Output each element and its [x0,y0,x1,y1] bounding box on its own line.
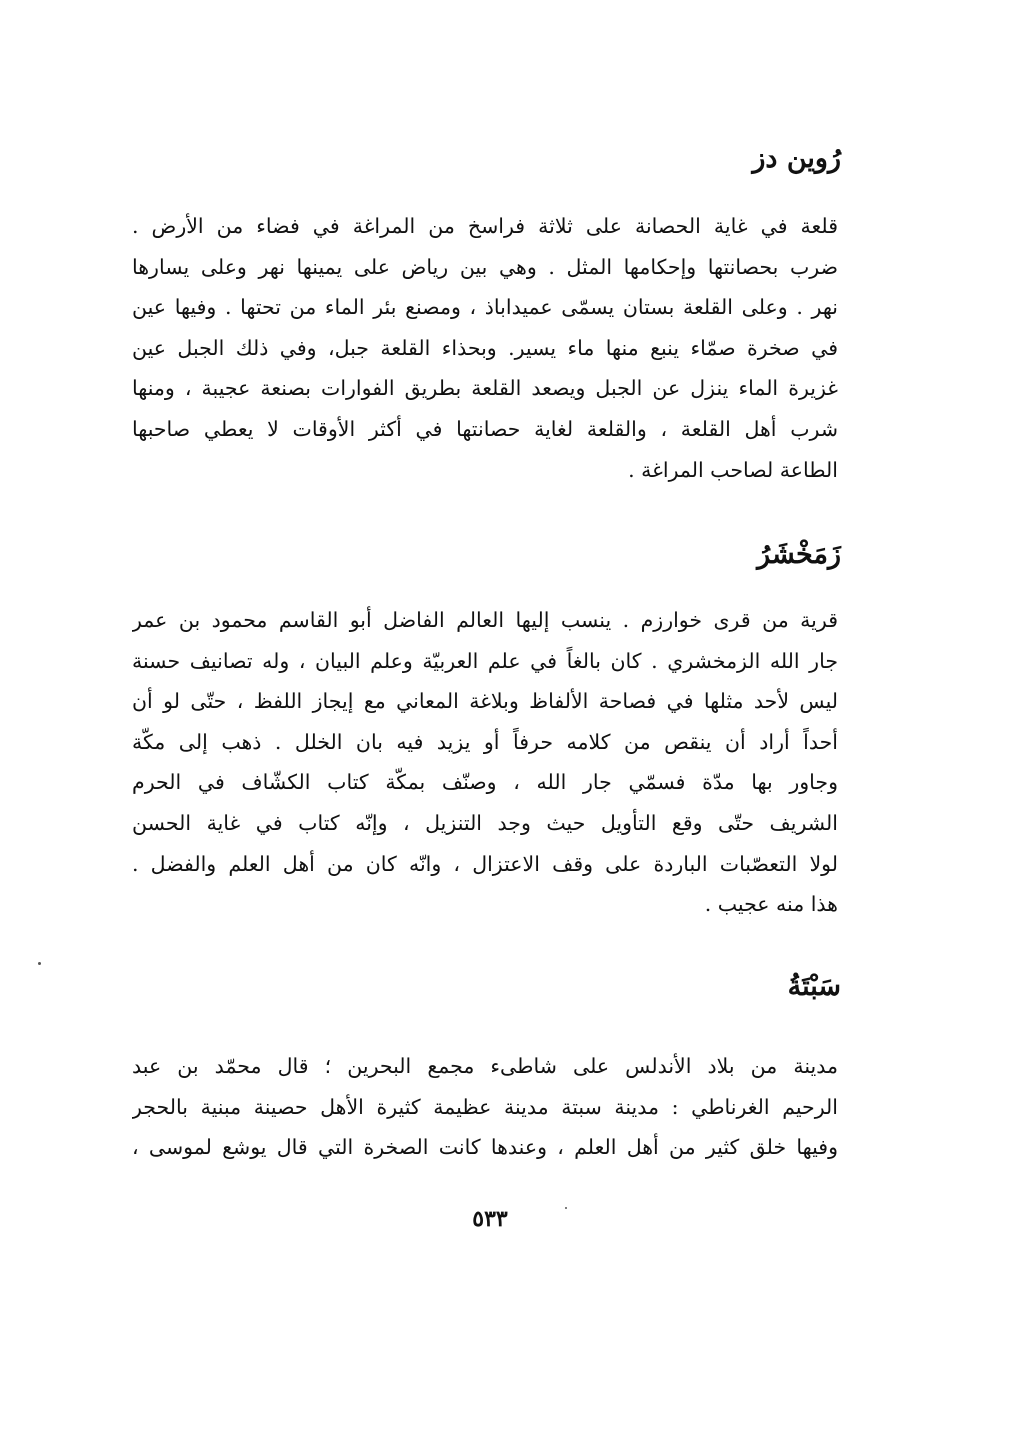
text-line: جار الله الزمخشري . كان بالغاً في علم العربيّة وعلم البيان ، وله تصانيف حسنة [132,648,838,673]
scan-speck [38,962,41,965]
text-line: شرب أهل القلعة ، والقلعة لغاية حصانتها في أكثر الأوقات لا يعطي صاحبها [132,416,838,441]
text-line: هذا منه عجيب . [704,892,838,917]
entry-body [132,600,838,925]
text-line: وفيها خلق كثير من أهل العلم ، وعندها كانت الصخرة التي قال يوشع لموسى ، [132,1135,838,1160]
text-line: الرحيم الغرناطي : مدينة سبتة مدينة عظيمة كثيرة الأهل حصينة مبنية بالحجر [132,1094,838,1119]
text-line: أحداً أراد أن ينقص من كلامه حرفاً أو يزيد فيه بان الخلل . ذهب إلى مكّة [132,729,838,754]
page-number: ٥٣٣ [472,1206,508,1232]
entry-heading: رُوين دز [752,143,841,174]
text-line: في صخرة صمّاء ينبع منها ماء يسير. وبحذاء القلعة جبل، وفي ذلك الجبل عين [132,335,838,360]
text-line: ليس لأحد مثلها في فصاحة الألفاظ وبلاغة المعاني مع إيجاز اللفظ ، حتّى لو أن [132,689,838,714]
text-line: لولا التعصّبات الباردة على وقف الاعتزال ، وانّه كان من أهل العلم والفضل . [132,851,838,876]
text-line: الطاعة لصاحب المراغة . [628,457,838,482]
text-line: مدينة من بلاد الأندلس على شاطىء مجمع البحرين ؛ قال محمّد بن عبد [132,1054,838,1078]
text-line: غزيرة الماء ينزل عن الجبل ويصعد القلعة بطريق الفوارات بصنعة عجيبة ، ومنها [132,376,838,401]
text-line: الشريف حتّى وقع التأويل حيث وجد التنزيل ، وإنّه كتاب في غاية الحسن [132,810,838,835]
text-line: وجاور بها مدّة فسمّي جار الله ، وصنّف بمكّة كتاب الكشّاف في الحرم [132,770,838,795]
entry-body [132,1046,838,1168]
scan-speck [565,1207,567,1209]
entry-body [132,206,838,490]
text-line: نهر . وعلى القلعة بستان يسمّى عميداباذ ، ومصنع بئر الماء من تحتها . وفيها عين [132,295,838,320]
entry-heading: زَمَخْشَرُ [757,539,841,570]
text-line: قلعة في غاية الحصانة على ثلاثة فراسخ من المراغة في فضاء من الأرض . [132,214,838,238]
entry-heading: سَبْتَةُ [787,971,841,1002]
text-line: قرية من قرى خوارزم . ينسب إليها العالم الفاضل أبو القاسم محمود بن عمر [132,608,838,632]
text-line: ضرب بحصانتها وإحكامها المثل . وهي بين رياض على يمينها نهر وعلى يسارها [132,254,838,279]
